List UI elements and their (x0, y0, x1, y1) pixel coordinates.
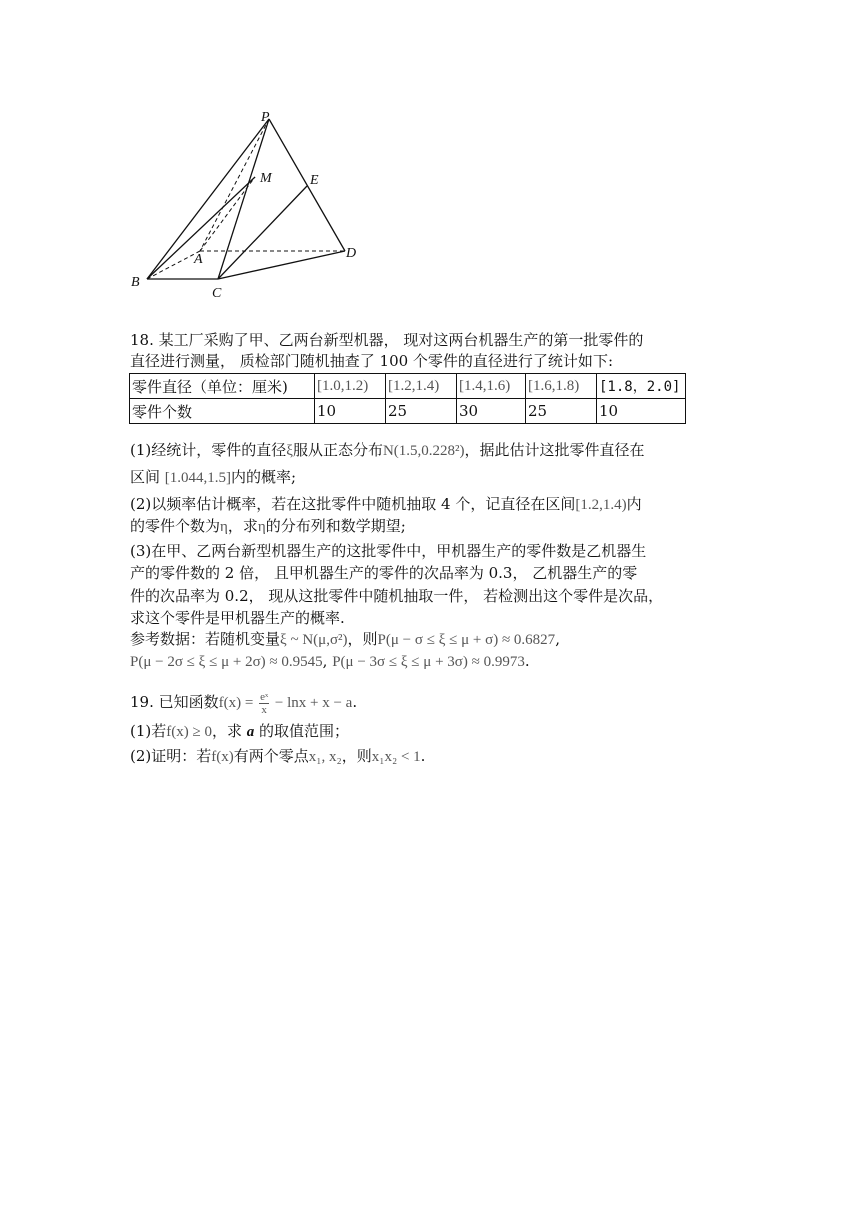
text: 内 (626, 495, 642, 513)
label-D: D (346, 246, 357, 261)
edge-CD (218, 251, 345, 279)
probability-2sigma: P(μ − 2σ ≤ ξ ≤ μ + 2σ) ≈ 0.9545 (130, 654, 323, 670)
table-row (130, 374, 686, 399)
text: 的分布列和数学期望; (265, 517, 406, 535)
q18-intro-line2: 直径进行测量， 质检部门随机抽查了 100 个零件的直径进行了统计如下: (130, 352, 613, 370)
text: 服从正态分布 (292, 441, 383, 459)
text: (1)经统计，零件的直径 (130, 441, 287, 459)
text: , (322, 652, 333, 670)
eta-symbol: η (220, 519, 228, 535)
pyramid-figure (120, 100, 380, 300)
table-cell: 10 (597, 399, 686, 424)
text: . (420, 747, 426, 765)
fraction (259, 691, 269, 716)
text: . (352, 693, 358, 711)
label-E: E (310, 173, 319, 188)
text: , (555, 630, 560, 648)
q18-reference-line2 (130, 651, 530, 672)
text: ，求 (227, 517, 258, 535)
q18-part1-line1 (130, 440, 645, 461)
fraction-numerator: eˣ (260, 691, 269, 704)
probability-3sigma: P(μ − 3σ ≤ ξ ≤ μ + 3σ) ≈ 0.9973 (332, 654, 525, 670)
text: ，则 (347, 630, 378, 648)
text: (2)证明：若 (130, 747, 212, 765)
label-A: A (194, 252, 203, 267)
label-C: C (212, 286, 222, 300)
table-cell: 10 (315, 399, 386, 424)
label-M: M (260, 171, 272, 186)
fraction-denominator: x (261, 704, 267, 717)
table-cell: 25 (386, 399, 457, 424)
function-rhs: − lnx + x − a (271, 695, 353, 711)
table-header-cell: [1.8，2.0] (597, 374, 686, 399)
table-header-cell: 零件直径（单位：厘米) (130, 374, 315, 399)
q18-part3-line1: (3)在甲、乙两台新型机器生产的这批零件中，甲机器生产的零件数是乙机器生 (130, 542, 647, 560)
table-cell: 30 (457, 399, 526, 424)
text: 的零件个数为 (130, 517, 221, 535)
table-row-label: 零件个数 (130, 399, 315, 424)
q18-part3-line2: 产的零件数的 2 倍， 且甲机器生产的零件的次品率为 0.3， 乙机器生产的零 (130, 564, 638, 582)
zeros: x₁, x₂ (308, 749, 342, 765)
diameter-table (129, 373, 686, 424)
q18-intro-line1: 18. 某工厂采购了甲、乙两台新型机器， 现对这两台机器生产的第一批零件的 (130, 331, 644, 349)
text: 内的概率; (231, 468, 297, 486)
edge-PC (218, 119, 269, 279)
variable-a: a (246, 724, 255, 740)
q18-part3-line4: 求这个零件是甲机器生产的概率. (130, 609, 345, 627)
text: 有两个零点 (233, 747, 309, 765)
edge-AM-dashed (200, 177, 255, 251)
q18-part1-line2 (130, 467, 296, 488)
text: ，求 (211, 722, 247, 740)
text: 参考数据：若随机变量 (130, 630, 281, 648)
function-lhs: f(x) = (218, 695, 258, 711)
eta-symbol: η (257, 519, 266, 535)
text: ，据此估计这批零件直径在 (464, 441, 645, 459)
text: 区间 (130, 468, 165, 486)
function-definition (218, 691, 353, 717)
q19-part2 (130, 746, 425, 767)
label-P: P (261, 110, 270, 125)
table-header-cell: [1.6,1.8) (526, 374, 597, 399)
normal-distribution: N(1.5,0.228²) (382, 443, 465, 459)
edge-AB-dashed (147, 251, 200, 279)
q18-part2-line2 (130, 516, 406, 537)
function-ref: f(x) (211, 749, 234, 765)
q18-reference-line1 (130, 629, 560, 650)
edge-PD (269, 119, 345, 251)
interval: [1.044,1.5] (164, 470, 232, 486)
edge-PB (147, 119, 269, 279)
q19-intro (130, 687, 357, 717)
condition: f(x) ≥ 0 (166, 724, 212, 740)
table-header-cell: [1.0,1.2) (315, 374, 386, 399)
claim: x₁x₂ < 1 (371, 749, 421, 765)
text: (1)若 (130, 722, 167, 740)
table-header-cell: [1.4,1.6) (457, 374, 526, 399)
q18-part2-line1 (130, 494, 642, 515)
q18-part3-line3: 件的次品率为 0.2， 现从这批零件中随机抽取一件， 若检测出这个零件是次品， (130, 587, 664, 605)
edge-PA-dashed (200, 119, 269, 251)
q19-part1 (130, 721, 349, 742)
text: ，则 (341, 747, 372, 765)
probability-1sigma: P(μ − σ ≤ ξ ≤ μ + σ) ≈ 0.6827 (377, 632, 556, 648)
text: 的取值范围； (254, 722, 350, 740)
interval: [1.2,1.4) (575, 497, 627, 513)
label-B: B (131, 275, 140, 290)
normal-distribution: ξ ~ N(μ,σ²) (280, 632, 348, 648)
text: (2)以频率估计概率，若在这批零件中随机抽取 4 个，记直径在区间 (130, 495, 576, 513)
text: . (524, 652, 530, 670)
table-row (130, 399, 686, 424)
xi-symbol: ξ (286, 443, 293, 459)
table-header-cell: [1.2,1.4) (386, 374, 457, 399)
table-cell: 25 (526, 399, 597, 424)
text: 19. 已知函数 (130, 693, 219, 711)
